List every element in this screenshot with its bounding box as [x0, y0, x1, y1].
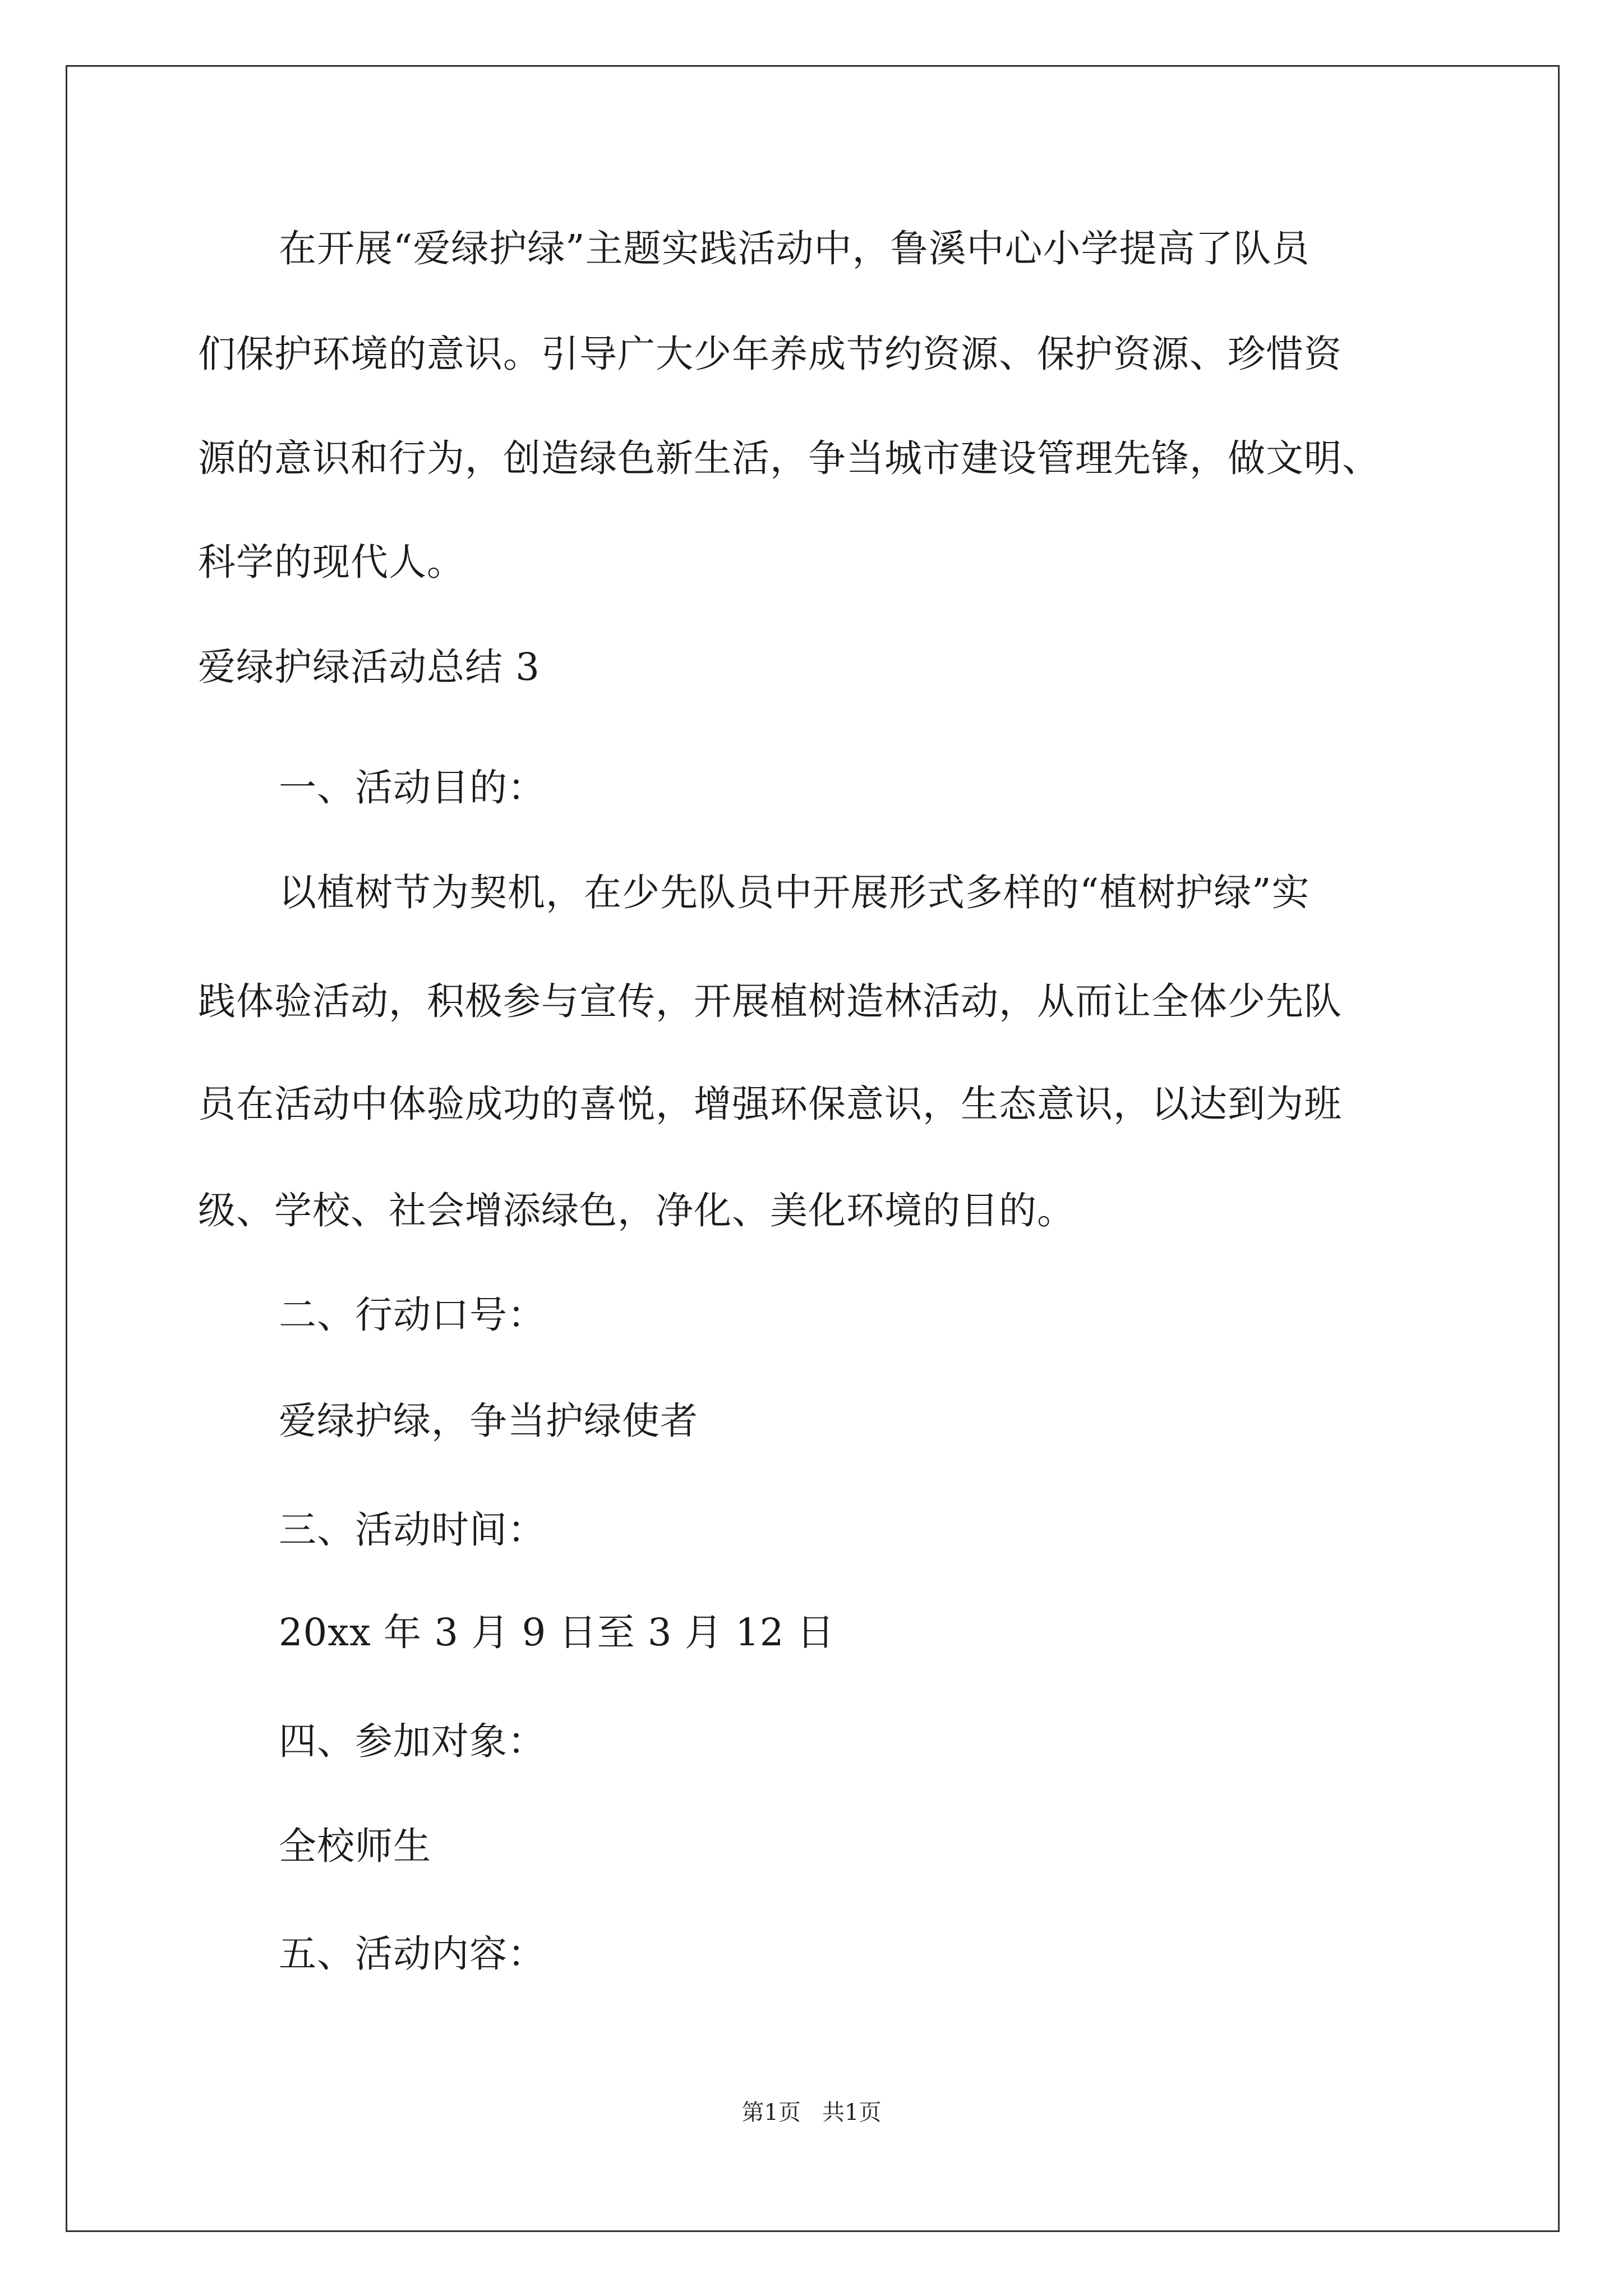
heading-time: 三、活动时间：	[279, 1508, 546, 1552]
paragraph-2-line-3: 员在活动中体验成功的喜悦，增强环保意识，生态意识，以达到为班	[198, 1082, 1342, 1126]
paragraph-2-line-2: 践体验活动，积极参与宣传，开展植树造林活动，从而让全体少先队	[198, 979, 1342, 1023]
paragraph-1-line-1: 在开展“爱绿护绿”主题实践活动中，鲁溪中心小学提高了队员	[279, 227, 1310, 270]
paragraph-1-line-4: 科学的现代人。	[198, 540, 465, 584]
paragraph-2-line-1: 以植树节为契机，在少先队员中开展形式多样的“植树护绿”实	[279, 871, 1310, 914]
heading-slogan: 二、行动口号：	[279, 1293, 546, 1337]
paragraph-1-line-2: 们保护环境的意识。引导广大少年养成节约资源、保护资源、珍惜资	[198, 332, 1342, 376]
section-title: 爱绿护绿活动总结 3	[198, 645, 540, 689]
participants-value: 全校师生	[279, 1824, 431, 1868]
paragraph-1-line-3: 源的意识和行为，创造绿色新生活，争当城市建设管理先锋，做文明、	[198, 436, 1380, 480]
slogan-text: 爱绿护绿，争当护绿使者	[279, 1399, 698, 1443]
page-footer: 第1页 共1页	[741, 2100, 882, 2125]
page-border	[66, 65, 1560, 2232]
paragraph-2-line-4: 级、学校、社会增添绿色，净化、美化环境的目的。	[198, 1189, 1075, 1232]
heading-purpose: 一、活动目的：	[279, 766, 546, 809]
heading-participants: 四、参加对象：	[279, 1719, 546, 1763]
heading-content: 五、活动内容：	[279, 1932, 546, 1976]
time-value: 20xx 年 3 月 9 日至 3 月 12 日	[279, 1611, 835, 1654]
